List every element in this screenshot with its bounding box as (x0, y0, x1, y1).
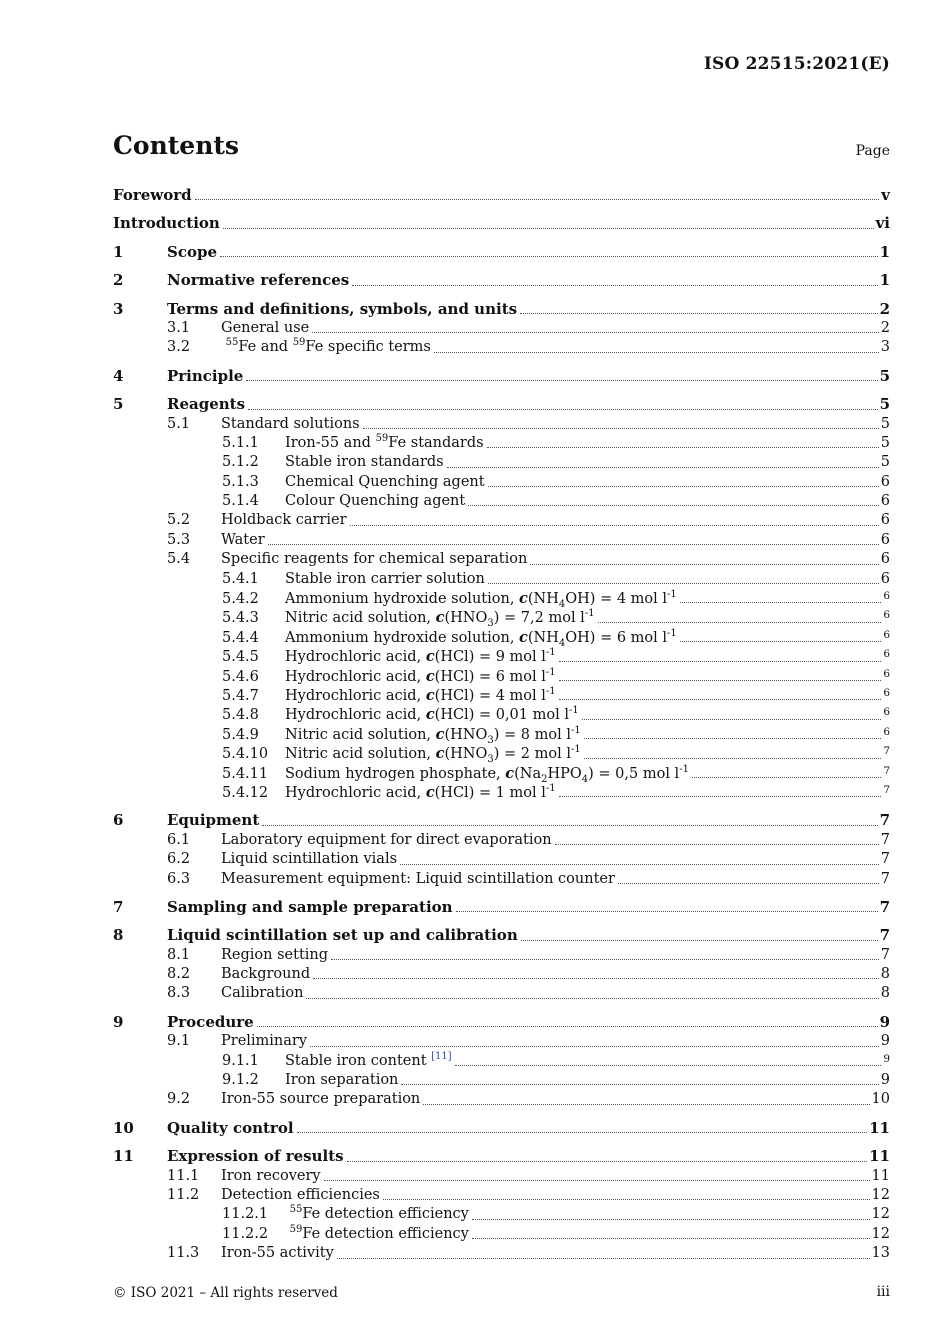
toc-entry-page: 7 (879, 897, 890, 916)
toc-entry-page: 5 (880, 434, 890, 451)
toc-entry-title: Chemical Quenching agent (285, 473, 485, 490)
toc-entry-page: 13 (871, 1245, 890, 1262)
toc-entry-page: 11 (871, 1167, 890, 1184)
dot-leader (618, 883, 879, 884)
toc-entry-title: Iron-55 activity (221, 1245, 334, 1262)
toc-entry-number: 5.1.1 (222, 434, 259, 451)
dot-leader (488, 486, 879, 487)
dot-leader (347, 1161, 868, 1162)
toc-entry-title: Reagents (167, 395, 246, 414)
toc-entry-title: Hydrochloric acid, c(HCl) = 6 mol $l^{-1}$ (285, 666, 556, 685)
toc-entry-page: 6 (880, 493, 890, 510)
toc-entry-title: Procedure (167, 1012, 254, 1031)
toc-entry-6-2[interactable] (113, 850, 890, 869)
toc-entry-title: Iron recovery (221, 1167, 321, 1184)
dot-leader (472, 1238, 870, 1239)
toc-entry-5-4-9[interactable] (113, 725, 890, 744)
toc-entry-page: 6 (883, 590, 890, 603)
toc-entry-title: Ammonium hydroxide solution, $c(NH_4OH) = 6$ mol $l^{-1}$ (285, 627, 677, 649)
dot-leader (584, 758, 882, 759)
toc-entry-6-1[interactable] (113, 831, 890, 850)
toc-entry-number: 5.4.1 (222, 570, 259, 587)
dot-leader (555, 844, 879, 845)
toc-entry-page: 12 (871, 1186, 890, 1203)
toc-entry-title: Nitric acid solution, $c(HNO_3) = 2$ mol $l^{-1}$ (285, 744, 581, 766)
toc-entry-number: 9.1.2 (222, 1072, 259, 1089)
toc-entry-5-4-8[interactable] (113, 705, 890, 724)
toc-entry-number: 5 (113, 395, 124, 414)
toc-entry-number: 11.2.2 (222, 1225, 269, 1242)
dot-leader (352, 285, 877, 286)
toc-entry-page: 1 (879, 271, 890, 290)
toc-entry-number: 11.2 (167, 1186, 200, 1203)
toc-entry-number: 9 (113, 1012, 124, 1031)
toc-entry-page: 5 (879, 366, 890, 385)
toc-entry-4[interactable] (113, 367, 890, 386)
toc-entry-title: Liquid scintillation vials (221, 851, 398, 868)
dot-leader (306, 998, 878, 999)
toc-entry-number: 5.4.11 (222, 765, 269, 782)
dot-leader (559, 661, 882, 662)
toc-entry-1[interactable] (113, 243, 890, 262)
toc-entry-title: Terms and definitions, symbols, and units (167, 299, 518, 318)
dot-leader (434, 352, 879, 353)
toc-entry-title: Foreword (113, 186, 192, 204)
dot-leader (246, 380, 877, 381)
toc-entry-number: 5.4.3 (222, 610, 259, 627)
toc-entry-title: Liquid scintillation set up and calibration (167, 926, 518, 945)
dot-leader (363, 428, 879, 429)
dot-leader (456, 911, 878, 912)
toc-entry-page: vi (875, 214, 890, 233)
dot-leader (582, 719, 882, 720)
toc-entry-number: 10 (113, 1118, 134, 1137)
dot-leader (223, 228, 874, 229)
dot-leader (488, 583, 879, 584)
toc-entry-title: Scope (167, 242, 218, 261)
toc-entry-number: 6.1 (167, 831, 191, 848)
document-code: ISO 22515:2021(E) (703, 54, 890, 74)
toc-entry-introduction[interactable] (113, 214, 890, 233)
dot-leader (423, 1104, 869, 1105)
copyright-notice: © ISO 2021 – All rights reserved (113, 1285, 338, 1301)
toc-entry-page: 6 (883, 609, 890, 622)
page-title: Contents (113, 131, 240, 160)
toc-entry-5-4-10[interactable] (113, 744, 890, 766)
toc-entry-title: Normative references (167, 271, 350, 290)
toc-entry-number: 6 (113, 811, 124, 830)
toc-entry-title: Sampling and sample preparation (167, 897, 453, 916)
page-number: iii (876, 1284, 890, 1300)
toc-entry-title: $^{59}$Fe detection efficiency (289, 1223, 469, 1242)
dot-leader (257, 1026, 878, 1027)
toc-entry-number: 1 (113, 242, 124, 261)
toc-entry-page: 5 (880, 454, 890, 471)
toc-entry-page: 7 (879, 926, 890, 945)
toc-entry-3-2[interactable] (113, 338, 890, 357)
toc-entry-6[interactable] (113, 811, 890, 830)
toc-entry-5-4-12[interactable] (113, 783, 890, 802)
dot-leader (297, 1132, 868, 1133)
toc-entry-title: Standard solutions (221, 415, 360, 432)
dot-leader (487, 447, 879, 448)
dot-leader (521, 940, 878, 941)
toc-entry-5[interactable] (113, 395, 890, 414)
toc-entry-5-3[interactable] (113, 531, 890, 550)
toc-entry-9[interactable] (113, 1013, 890, 1032)
toc-entry-title: Measurement equipment: Liquid scintillation counter (221, 870, 615, 887)
toc-entry-10[interactable] (113, 1119, 890, 1138)
toc-entry-page: 6 (880, 570, 890, 587)
toc-entry-11-2-2[interactable] (113, 1225, 890, 1244)
toc-entry-page: 5 (879, 395, 890, 414)
toc-entry-page: 12 (871, 1225, 890, 1242)
citation-link[interactable]: [11] (431, 1050, 452, 1062)
toc-entry-page: 9 (880, 1072, 890, 1089)
toc-entry-11-1[interactable] (113, 1167, 890, 1186)
dot-leader (324, 1180, 870, 1181)
toc-entry-title: Quality control (167, 1118, 294, 1137)
dot-leader (337, 1258, 870, 1259)
dot-leader (692, 777, 881, 778)
toc-entry-title: Iron-55 source preparation (221, 1091, 421, 1108)
toc-entry-number: 6.2 (167, 851, 191, 868)
toc-entry-page: 12 (871, 1206, 890, 1223)
toc-entry-page: 6 (880, 551, 890, 568)
toc-entry-5-1-4[interactable] (113, 492, 890, 511)
dot-leader (530, 564, 878, 565)
toc-entry-5-4-4[interactable] (113, 628, 890, 647)
dot-leader (220, 256, 878, 257)
toc-entry-title: Hydrochloric acid, c(HCl) = 9 mol $l^{-1}$ (285, 647, 556, 666)
toc-entry-title: Nitric acid solution, $c(HNO_3) = 7,2$ mol $l^{-1}$ (285, 608, 595, 630)
toc-entry-5-1-2[interactable] (113, 453, 890, 472)
toc-entry-5-4-5[interactable] (113, 647, 890, 666)
toc-entry-title: Iron-55 and $^{59}$Fe standards (285, 433, 484, 451)
toc-entry-title: Iron separation (285, 1072, 399, 1089)
dot-leader (383, 1199, 870, 1200)
toc-entry-page: 7 (879, 811, 890, 830)
toc-entry-number: 5.3 (167, 531, 191, 548)
toc-entry-9-1-2[interactable] (113, 1071, 890, 1090)
toc-entry-title: Expression of results (167, 1147, 344, 1166)
toc-entry-number: 5.4.5 (222, 649, 259, 666)
toc-entry-5-4-1[interactable] (113, 570, 890, 589)
toc-entry-foreword[interactable] (113, 186, 890, 205)
dot-leader (195, 199, 880, 200)
toc-entry-5-1-1[interactable] (113, 434, 890, 453)
toc-entry-title: Nitric acid solution, $c(HNO_3) = 8$ mol $l^{-1}$ (285, 724, 581, 746)
toc-entry-page: 6 (880, 512, 890, 529)
toc-entry-number: 9.1.1 (222, 1052, 259, 1069)
toc-entry-number: 9.1 (167, 1033, 191, 1050)
toc-entry-page: 6 (883, 686, 890, 699)
toc-entry-number: 5.4.7 (222, 687, 259, 704)
toc-entry-number: 5.1 (167, 415, 191, 432)
toc-entry-number: 3.2 (167, 339, 191, 356)
toc-entry-title: Ammonium hydroxide solution, $c(NH_4OH) = 4$ mol $l^{-1}$ (285, 589, 677, 610)
toc-entry-title: Background (221, 966, 311, 983)
toc-entry-title: Laboratory equipment for direct evaporation (221, 831, 552, 848)
toc-entry-number: 5.4.2 (222, 591, 259, 608)
dot-leader (520, 313, 878, 314)
toc-entry-number: 5.4.6 (222, 668, 259, 685)
dot-leader (248, 409, 878, 410)
dot-leader (584, 738, 882, 739)
toc-entry-number: 2 (113, 271, 124, 290)
toc-entry-number: 5.4.9 (222, 726, 259, 743)
toc-entry-page: 6 (880, 473, 890, 490)
toc-entry-5-4-7[interactable] (113, 686, 890, 705)
dot-leader (598, 622, 882, 623)
toc-entry-number: 11.1 (167, 1167, 200, 1184)
toc-entry-number: 11 (113, 1147, 134, 1166)
toc-entry-title: Hydrochloric acid, c(HCl) = 0,01 mol $l^{-1}$ (285, 705, 579, 724)
table-of-contents (113, 186, 890, 1264)
toc-entry-number: 8.2 (167, 966, 191, 983)
toc-entry-title: Region setting (221, 946, 329, 963)
toc-entry-page: 9 (883, 1052, 890, 1065)
toc-entry-5-1[interactable] (113, 415, 890, 434)
toc-entry-number: 3.1 (167, 319, 191, 336)
toc-entry-page: 7 (880, 870, 890, 887)
toc-entry-11-3[interactable] (113, 1244, 890, 1263)
toc-entry-number: 7 (113, 897, 124, 916)
toc-entry-2[interactable] (113, 271, 890, 290)
toc-entry-11-2-1[interactable] (113, 1205, 890, 1224)
toc-entry-9-2[interactable] (113, 1090, 890, 1109)
toc-entry-number: 8.1 (167, 946, 191, 963)
toc-entry-5-2[interactable] (113, 511, 890, 530)
toc-entry-8-1[interactable] (113, 946, 890, 965)
toc-entry-page: 2 (880, 319, 890, 336)
toc-entry-6-3[interactable] (113, 870, 890, 889)
toc-entry-page: 7 (880, 946, 890, 963)
toc-entry-title: General use (221, 319, 310, 336)
toc-entry-number: 6.3 (167, 870, 191, 887)
dot-leader (312, 332, 878, 333)
toc-entry-page: 6 (883, 648, 890, 661)
toc-entry-title: Colour Quenching agent (285, 493, 466, 510)
dot-leader (447, 467, 879, 468)
dot-leader (559, 796, 882, 797)
dot-leader (455, 1065, 882, 1066)
toc-entry-page: 6 (883, 667, 890, 680)
toc-entry-title: Introduction (113, 214, 220, 233)
dot-leader (262, 825, 877, 826)
dot-leader (680, 641, 882, 642)
toc-entry-title: Stable iron standards (285, 454, 444, 471)
dot-leader (310, 1046, 879, 1047)
toc-entry-8[interactable] (113, 926, 890, 945)
toc-entry-number: 5.4.12 (222, 784, 269, 801)
toc-entry-number: 5.4.8 (222, 707, 259, 724)
toc-entry-number: 4 (113, 366, 124, 385)
toc-entry-number: 5.2 (167, 512, 191, 529)
toc-entry-page: 10 (871, 1091, 890, 1108)
toc-entry-3[interactable] (113, 300, 890, 319)
toc-entry-title: Equipment (167, 811, 260, 830)
toc-entry-5-4-3[interactable] (113, 608, 890, 630)
toc-entry-3-1[interactable] (113, 319, 890, 338)
toc-entry-title: Stable iron content [11] (285, 1050, 452, 1069)
toc-entry-page: 7 (883, 783, 890, 796)
toc-entry-page: v (881, 186, 890, 204)
toc-entry-page: 9 (880, 1033, 890, 1050)
toc-entry-number: 5.1.2 (222, 454, 259, 471)
toc-entry-page: 2 (879, 299, 890, 318)
toc-entry-title: Hydrochloric acid, c(HCl) = 4 mol $l^{-1}$ (285, 686, 556, 704)
toc-entry-page: 6 (883, 706, 890, 719)
dot-leader (268, 544, 879, 545)
toc-entry-page: 6 (880, 531, 890, 548)
toc-entry-title: Holdback carrier (221, 512, 347, 529)
toc-entry-number: 11.2.1 (222, 1206, 269, 1223)
toc-entry-title: Water (221, 531, 265, 548)
toc-entry-title: $^{55}$Fe and $^{59}$Fe specific terms (225, 337, 431, 356)
dot-leader (350, 525, 879, 526)
dot-leader (331, 959, 879, 960)
toc-entry-5-4-2[interactable] (113, 589, 890, 608)
toc-entry-9-1[interactable] (113, 1032, 890, 1051)
toc-entry-title: Stable iron carrier solution (285, 570, 485, 587)
toc-entry-5-4-11[interactable] (113, 764, 890, 783)
toc-entry-9-1-1[interactable] (113, 1052, 890, 1071)
dot-leader (400, 864, 879, 865)
toc-entry-page: 8 (880, 985, 890, 1002)
toc-entry-page: 3 (880, 339, 890, 356)
dot-leader (559, 699, 882, 700)
toc-entry-page: 11 (869, 1118, 890, 1137)
toc-entry-title: $^{55}$Fe detection efficiency (289, 1204, 469, 1223)
toc-entry-page: 7 (880, 831, 890, 848)
toc-entry-page: 6 (883, 725, 890, 738)
toc-entry-title: Sodium hydrogen phosphate, $c(Na_2HPO_4) = 0,5$ mol $l^{-1}$ (285, 763, 689, 785)
toc-entry-page: 7 (883, 745, 890, 758)
toc-entry-title: Detection efficiencies (221, 1186, 380, 1203)
toc-entry-page: 8 (880, 966, 890, 983)
toc-entry-page: 5 (880, 415, 890, 432)
toc-entry-5-4-6[interactable] (113, 667, 890, 686)
toc-entry-title: Preliminary (221, 1033, 308, 1050)
dot-leader (401, 1084, 878, 1085)
toc-entry-number: 3 (113, 299, 124, 318)
toc-entry-number: 9.2 (167, 1091, 191, 1108)
toc-entry-number: 5.4.4 (222, 629, 259, 646)
page-column-label: Page (855, 143, 890, 159)
toc-entry-page: 7 (880, 851, 890, 868)
toc-entry-7[interactable] (113, 898, 890, 917)
toc-entry-8-3[interactable] (113, 984, 890, 1003)
toc-entry-5-1-3[interactable] (113, 473, 890, 492)
toc-entry-number: 11.3 (167, 1245, 200, 1262)
dot-leader (680, 602, 882, 603)
toc-entry-number: 5.1.4 (222, 493, 259, 510)
toc-entry-page: 6 (883, 628, 890, 641)
toc-entry-title: Specific reagents for chemical separation (221, 551, 528, 568)
toc-entry-title: Principle (167, 366, 244, 385)
dot-leader (313, 978, 879, 979)
dot-leader (468, 505, 879, 506)
toc-entry-number: 5.4.10 (222, 746, 269, 763)
dot-leader (559, 680, 882, 681)
toc-entry-8-2[interactable] (113, 965, 890, 984)
toc-entry-title: Calibration (221, 985, 304, 1002)
toc-entry-number: 8 (113, 926, 124, 945)
toc-entry-11-2[interactable] (113, 1186, 890, 1205)
toc-entry-page: 1 (879, 242, 890, 261)
toc-entry-page: 7 (883, 764, 890, 777)
toc-entry-5-4[interactable] (113, 550, 890, 569)
toc-entry-number: 5.4 (167, 551, 191, 568)
toc-entry-page: 11 (869, 1147, 890, 1166)
toc-entry-number: 5.1.3 (222, 473, 259, 490)
toc-entry-title: Hydrochloric acid, c(HCl) = 1 mol $l^{-1}$ (285, 783, 556, 801)
dot-leader (472, 1219, 870, 1220)
toc-entry-page: 9 (879, 1012, 890, 1031)
toc-entry-number: 8.3 (167, 985, 191, 1002)
toc-entry-11[interactable] (113, 1147, 890, 1166)
